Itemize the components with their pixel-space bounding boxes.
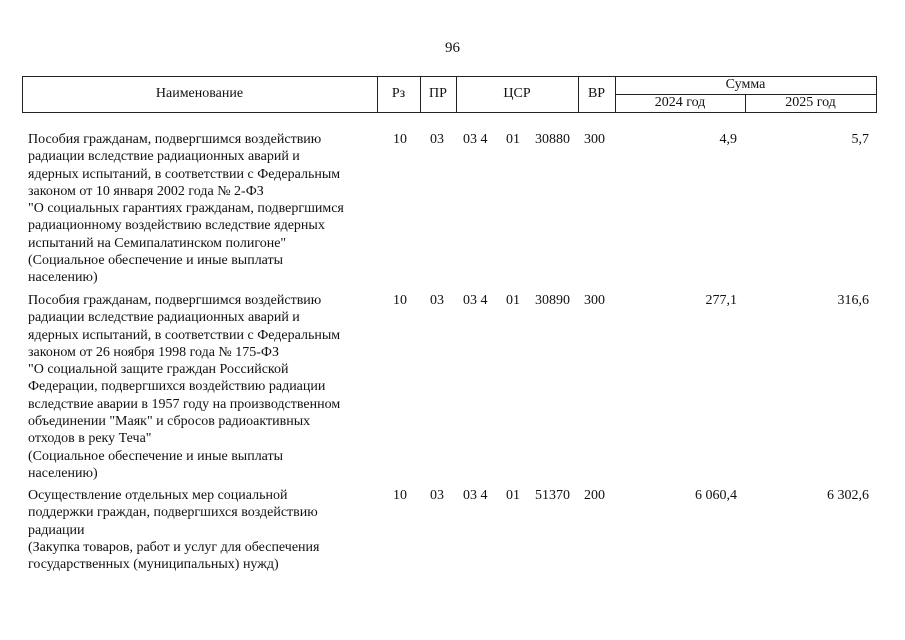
- header-rule-right: [876, 76, 877, 112]
- header-csr: ЦСР: [503, 86, 531, 101]
- row-name-line: (Закупка товаров, работ и услуг для обеспечения: [28, 539, 320, 555]
- row-vr: 300: [584, 132, 605, 147]
- row-sum-2025: 316,6: [837, 293, 869, 308]
- row-name-line: населению): [28, 465, 98, 481]
- row-name-line: объединении "Маяк" и сбросов радиоактивных: [28, 414, 311, 430]
- row-csr-direction: 30890: [535, 293, 570, 308]
- row-name-line: Федерации, подвергшихся воздействию радиации: [28, 379, 326, 395]
- row-sum-2025: 6 302,6: [827, 488, 869, 503]
- row-sum-2024: 6 060,4: [695, 488, 737, 503]
- row-name-line: ядерных испытаний, в соответствии с Федеральным: [28, 327, 341, 343]
- row-name-line: испытаний на Семипалатинском полигоне": [28, 235, 287, 251]
- row-pr: 03: [430, 293, 444, 308]
- row-sum-2024: 4,9: [719, 132, 737, 147]
- header-rz: Рз: [391, 86, 406, 101]
- page-number: 96: [445, 40, 460, 56]
- row-pr: 03: [430, 132, 444, 147]
- row-name-line: "О социальных гарантиях гражданам, подвергшимся: [28, 201, 344, 217]
- row-name-line: законом от 10 января 2002 года № 2-ФЗ: [28, 183, 264, 199]
- row-name-line: (Социальное обеспечение и иные выплаты: [28, 448, 284, 464]
- row-pr: 03: [430, 488, 444, 503]
- row-name-line: государственных (муниципальных) нужд): [28, 557, 279, 573]
- row-csr-program: 03 4: [463, 293, 488, 308]
- header-pr: ПР: [429, 86, 447, 101]
- header-sum: Сумма: [725, 77, 766, 92]
- row-rz: 10: [393, 293, 407, 308]
- row-csr-direction: 51370: [535, 488, 570, 503]
- header-name: Наименование: [155, 86, 244, 101]
- row-name-line: ядерных испытаний, в соответствии с Федеральным: [28, 166, 341, 182]
- row-name-line: населению): [28, 270, 98, 286]
- row-name-line: Пособия гражданам, подвергшимся воздействию: [28, 132, 322, 147]
- row-csr-subprogram: 01: [506, 293, 520, 308]
- row-rz: 10: [393, 132, 407, 147]
- row-name-line: радиации: [28, 522, 85, 538]
- row-csr-direction: 30880: [535, 132, 570, 147]
- row-name: [28, 292, 378, 482]
- row-csr-program: 03 4: [463, 132, 488, 147]
- row-csr-program: 03 4: [463, 488, 488, 503]
- row-name: [28, 131, 378, 287]
- header-vr: ВР: [587, 86, 606, 101]
- row-vr: 200: [584, 488, 605, 503]
- row-name-line: вследствие аварии в 1957 году на производственном: [28, 396, 341, 412]
- row-name-line: законом от 26 ноября 1998 года № 175-ФЗ: [28, 344, 280, 360]
- row-name: [28, 487, 378, 573]
- header-bottom-rule: [22, 112, 877, 113]
- row-sum-2025: 5,7: [851, 132, 869, 147]
- row-name-line: радиации вследствие радиационных аварий и: [28, 310, 300, 326]
- row-name-line: Пособия гражданам, подвергшимся воздействию: [28, 293, 322, 308]
- row-sum-2024: 277,1: [705, 293, 737, 308]
- row-name-line: отходов в реку Теча": [28, 431, 152, 447]
- row-csr-subprogram: 01: [506, 132, 520, 147]
- row-name-line: Осуществление отдельных мер социальной: [28, 488, 288, 503]
- row-name-line: радиационному воздействию вследствие ядерных: [28, 218, 325, 234]
- row-name-line: "О социальной защите граждан Российской: [28, 362, 289, 378]
- row-name-line: (Социальное обеспечение и иные выплаты: [28, 253, 284, 269]
- row-name-line: поддержки граждан, подвергшихся воздействию: [28, 505, 318, 521]
- header-year-2024: 2024 год: [654, 95, 706, 110]
- header-year-2025: 2025 год: [785, 95, 836, 110]
- row-name-line: радиации вследствие радиационных аварий и: [28, 149, 300, 165]
- row-vr: 300: [584, 293, 605, 308]
- row-rz: 10: [393, 488, 407, 503]
- row-csr-subprogram: 01: [506, 488, 520, 503]
